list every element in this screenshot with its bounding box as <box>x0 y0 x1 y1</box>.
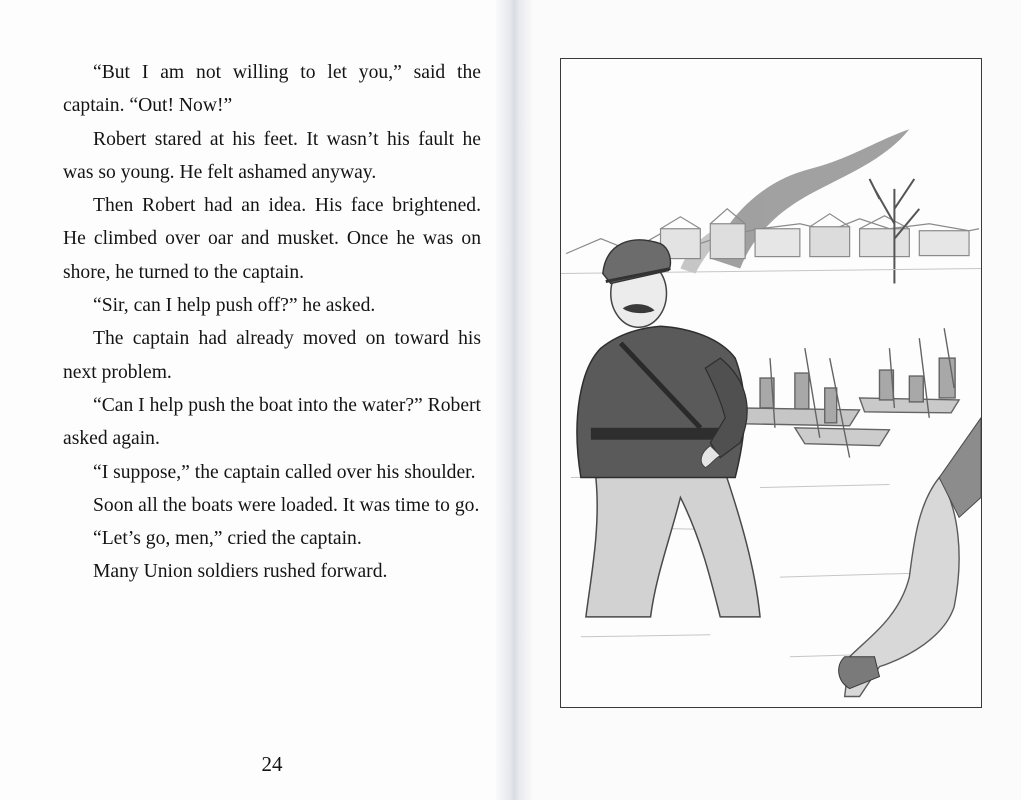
rowing-boats <box>735 328 959 457</box>
paragraph: Robert stared at his feet. It wasn’t his fault he was so young. He felt ashamed anyway. <box>63 128 481 183</box>
soldier-wading-illustration <box>561 59 981 707</box>
paragraph: Then Robert had an idea. His face brightened. He climbed over oar and musket. Once he was on shore, he turned to the captain. <box>63 195 481 283</box>
paragraph: “Can I help push the boat into the water?” Robert asked again. <box>63 394 481 450</box>
book-gutter <box>496 0 532 800</box>
page-number: 24 <box>261 752 283 776</box>
story-text <box>63 56 481 589</box>
paragraph: “Let’s go, men,” cried the captain. <box>93 528 362 550</box>
paragraph: “But I am not willing to let you,” said the captain. “Out! Now!” <box>63 62 481 117</box>
paragraph: “Sir, can I help push off?” he asked. <box>93 295 376 317</box>
wading-soldier <box>577 240 760 617</box>
paragraph: Many Union soldiers rushed forward. <box>93 561 388 583</box>
illustration-frame <box>560 58 982 708</box>
left-page <box>0 0 508 800</box>
paragraph: The captain had already moved on toward his next problem. <box>63 328 481 383</box>
paragraph: Soon all the boats were loaded. It was time to go. <box>93 494 480 516</box>
foreground-figure <box>839 418 981 697</box>
paragraph: “I suppose,” the captain called over his shoulder. <box>93 461 476 483</box>
